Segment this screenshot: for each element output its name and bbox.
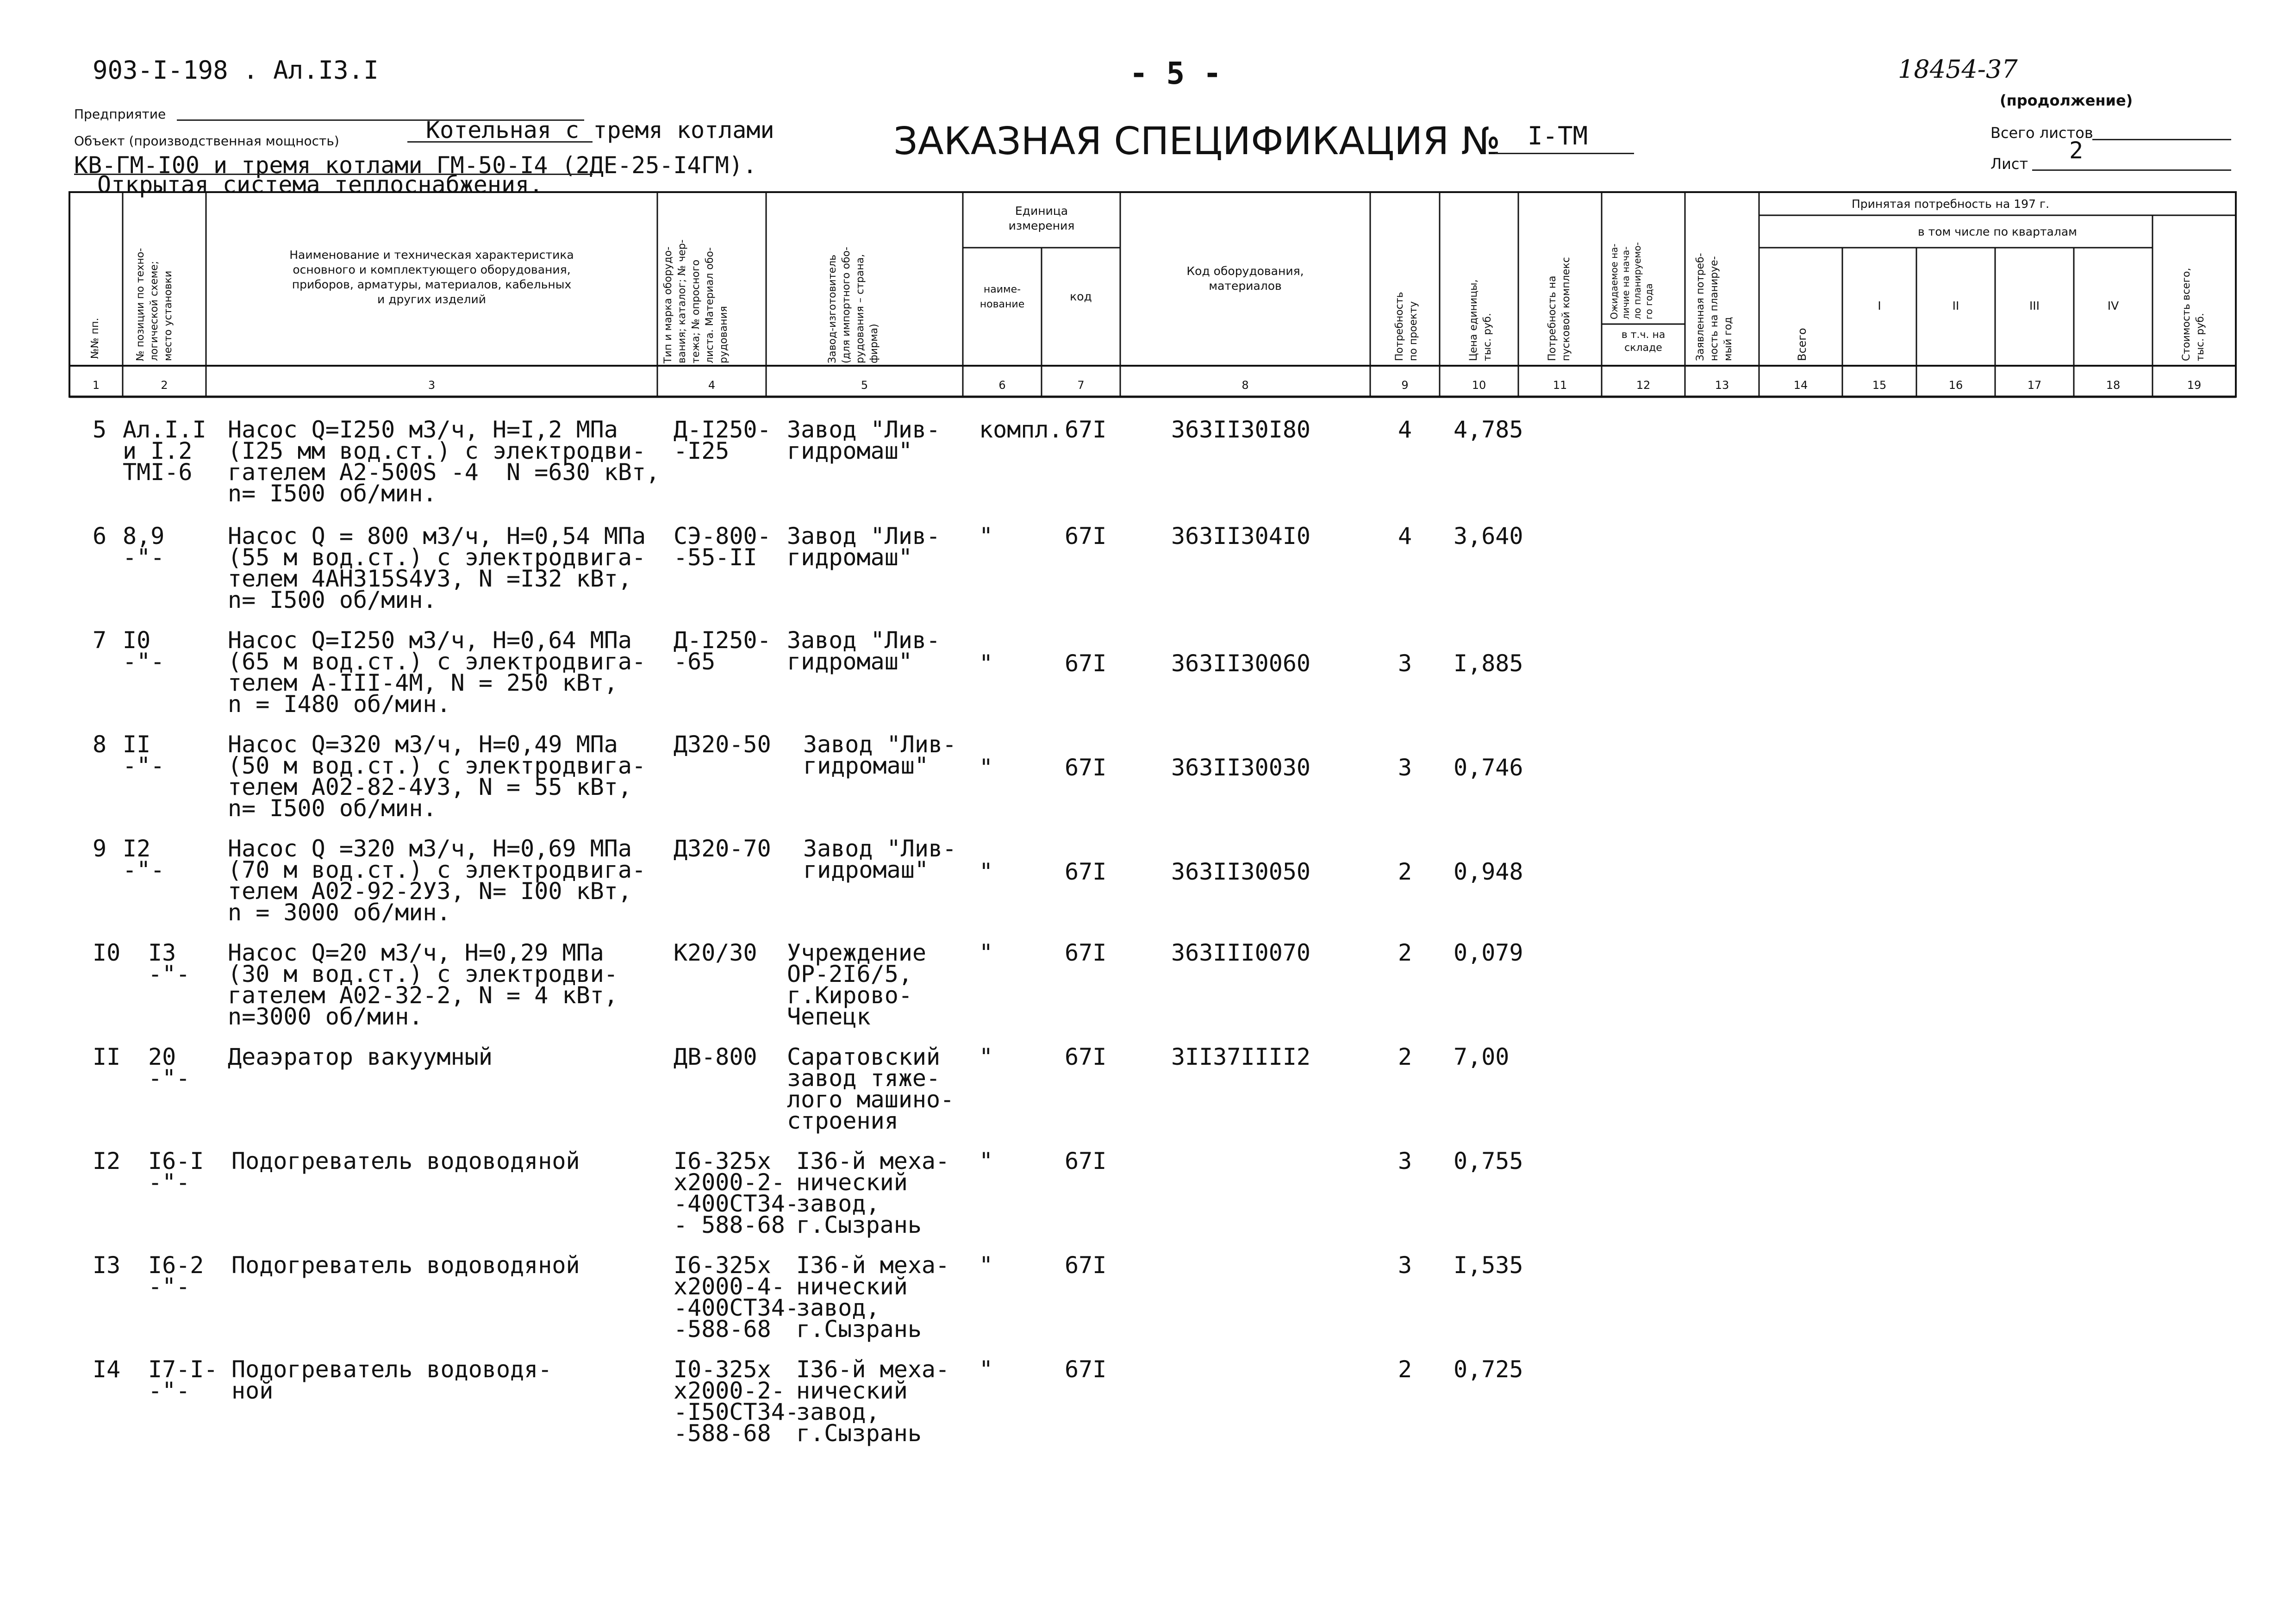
header-q4: IV bbox=[2107, 299, 2119, 312]
row-unit: " bbox=[979, 650, 993, 677]
row-position: I0 -"- bbox=[123, 627, 165, 675]
row-type: I6-325х х2000-4- -400СТ34- -588-68 bbox=[674, 1252, 799, 1343]
row-unit-code: 67I bbox=[1065, 416, 1107, 443]
row-manufacturer: Саратовский завод тяже- лого машино- строения bbox=[787, 1043, 955, 1134]
col-number: 6 bbox=[998, 379, 1006, 392]
header-accepted-group: Принятая потребность на 197 г. bbox=[1852, 197, 2050, 211]
row-position: I2 -"- bbox=[123, 835, 165, 883]
row-number: I3 bbox=[93, 1252, 121, 1279]
row-number: 8 bbox=[93, 731, 107, 758]
row-unit: " bbox=[979, 858, 993, 885]
document-code: 903-I-198 . Ал.I3.I bbox=[93, 56, 379, 85]
row-position: Ал.I.I и I.2 ТМI-6 bbox=[123, 416, 206, 486]
row-type: Д-I250- -65 bbox=[674, 627, 771, 675]
row-position: II -"- bbox=[123, 731, 165, 779]
header-col12c: ло планируемо- bbox=[1632, 242, 1643, 319]
row-price: 4,785 bbox=[1454, 416, 1523, 443]
header-quarters-group: в том числе по кварталам bbox=[1917, 225, 2078, 238]
row-unit-code: 67I bbox=[1065, 523, 1107, 550]
row-quantity: 4 bbox=[1398, 416, 1412, 443]
row-price: 0,948 bbox=[1454, 858, 1523, 885]
col-number: 1 bbox=[92, 379, 100, 392]
header-col3-line2: основного и комплектующего оборудования, bbox=[293, 263, 571, 276]
header-col5c: рудования – страна, bbox=[855, 254, 866, 363]
row-position: 20 -"- bbox=[148, 1043, 190, 1092]
col-number: 19 bbox=[2187, 379, 2202, 392]
header-col10b: тыс. руб. bbox=[1482, 313, 1493, 361]
header-col6-line2: нование bbox=[980, 299, 1025, 310]
row-equipment-code: 363II30060 bbox=[1171, 650, 1311, 677]
col-number: 2 bbox=[161, 379, 168, 392]
sheet-value: 2 bbox=[2069, 137, 2084, 164]
header-col2a: № позиции по техно- bbox=[135, 248, 146, 361]
row-name: Насос Q =320 м3/ч, Н=0,69 МПа (70 м вод.ст.) с электродвига- телем А02-92-2У3, N= I00 кВт, n = 3000 об/мин. bbox=[228, 835, 646, 926]
header-col12-sub-line2: складе bbox=[1624, 342, 1662, 354]
row-type: I0-325х х2000-2- -I50СТ34- -588-68 bbox=[674, 1356, 799, 1447]
row-manufacturer: Завод "Лив- гидромаш" bbox=[803, 835, 957, 883]
col-number: 4 bbox=[708, 379, 716, 392]
row-manufacturer: Учреждение ОР-2I6/5, г.Кирово- Чепецк bbox=[787, 939, 927, 1030]
header-unit-group bbox=[963, 204, 1120, 233]
row-quantity: 3 bbox=[1398, 650, 1412, 677]
row-name: Насос Q=I250 м3/ч, Н=I,2 МПа (I25 мм вод.ст.) с электродви- гателем А2-500S -4 N =630 кВт, n= I500 об/мин. bbox=[228, 416, 660, 507]
row-price: 0,079 bbox=[1454, 939, 1523, 966]
header-col4e: рудования bbox=[718, 306, 730, 363]
row-number: 6 bbox=[93, 523, 107, 550]
row-position: I6-2 -"- bbox=[148, 1252, 204, 1300]
row-manufacturer: I36-й меха- нический завод, г.Сызрань bbox=[796, 1252, 950, 1343]
row-equipment-code: 363II30030 bbox=[1171, 754, 1311, 781]
row-name: Насос Q=I250 м3/ч, Н=0,64 МПа (65 м вод.ст.) с электродвига- телем А-III-4М, N = 250 кВт, n = I480 об/мин. bbox=[228, 627, 646, 718]
row-number: I4 bbox=[93, 1356, 121, 1383]
enterprise-label: Предприятие bbox=[74, 106, 166, 122]
row-number: I2 bbox=[93, 1148, 121, 1174]
header-col5a: Завод-изготовитель bbox=[827, 254, 838, 363]
header-col12a: Ожидаемое на- bbox=[1609, 244, 1620, 319]
header-col1: №№ пп. bbox=[89, 318, 101, 359]
row-price: 7,00 bbox=[1454, 1043, 1510, 1070]
row-price: 3,640 bbox=[1454, 523, 1523, 550]
header-col7: код bbox=[1070, 290, 1092, 303]
col-number: 8 bbox=[1242, 379, 1249, 392]
row-name: Насос Q=320 м3/ч, Н=0,49 МПа (50 м вод.ст.) с электродвига- телем А02-82-4У3, N = 55 кВт, n= I500 об/мин. bbox=[228, 731, 646, 822]
row-equipment-code: 363II30050 bbox=[1171, 858, 1311, 885]
row-position: 8,9 -"- bbox=[123, 523, 165, 571]
header-col13b: ность на планируе- bbox=[1709, 256, 1720, 361]
row-unit: " bbox=[979, 1252, 993, 1279]
col-number: 11 bbox=[1553, 379, 1567, 392]
header-col5d: фирма) bbox=[868, 324, 880, 363]
col-number: 12 bbox=[1636, 379, 1651, 392]
header-col8 bbox=[1120, 264, 1370, 294]
row-name: Подогреватель водоводяной bbox=[231, 1252, 580, 1279]
header-col12d: го года bbox=[1643, 283, 1654, 319]
header-col4d: листа. Материал обо- bbox=[704, 247, 716, 363]
row-position: I6-I -"- bbox=[148, 1148, 204, 1196]
col-number: 7 bbox=[1077, 379, 1085, 392]
sheet-line bbox=[2032, 169, 2231, 171]
row-unit: " bbox=[979, 1148, 993, 1174]
row-unit-code: 67I bbox=[1065, 1043, 1107, 1070]
header-col8-line1: Код оборудования, bbox=[1186, 264, 1304, 278]
row-manufacturer: Завод "Лив- гидромаш" bbox=[803, 731, 957, 779]
header-col3-line3: приборов, арматуры, материалов, кабельных bbox=[292, 278, 572, 291]
row-unit-code: 67I bbox=[1065, 754, 1107, 781]
col-number: 15 bbox=[1872, 379, 1887, 392]
total-sheets-line bbox=[2092, 139, 2231, 140]
row-quantity: 2 bbox=[1398, 939, 1412, 966]
row-quantity: 4 bbox=[1398, 523, 1412, 550]
header-col11a: Потребность на bbox=[1547, 275, 1558, 361]
header-unit-group-line1: Единица bbox=[1015, 204, 1068, 218]
row-name: Подогреватель водоводяной bbox=[231, 1148, 580, 1174]
header-col3 bbox=[206, 248, 657, 307]
col-number: 10 bbox=[1472, 379, 1486, 392]
specification-number: I-ТМ bbox=[1528, 121, 1588, 150]
row-unit-code: 67I bbox=[1065, 939, 1107, 966]
col-number: 14 bbox=[1793, 379, 1808, 392]
row-unit-code: 67I bbox=[1065, 1356, 1107, 1383]
col-number: 16 bbox=[1948, 379, 1963, 392]
row-unit: " bbox=[979, 523, 993, 550]
col-number: 5 bbox=[861, 379, 868, 392]
col-number: 13 bbox=[1715, 379, 1729, 392]
row-unit-code: 67I bbox=[1065, 650, 1107, 677]
row-number: 5 bbox=[93, 416, 107, 443]
row-unit-code: 67I bbox=[1065, 1252, 1107, 1279]
row-number: I0 bbox=[93, 939, 121, 966]
sheet-label: Лист bbox=[1990, 155, 2028, 173]
col-number: 9 bbox=[1401, 379, 1409, 392]
header-col13a: Заявленная потреб- bbox=[1695, 253, 1706, 361]
header-col4c: тежа; № опросного bbox=[690, 259, 702, 363]
row-price: 0,725 bbox=[1454, 1356, 1523, 1383]
handwritten-number: 18454-37 bbox=[1898, 55, 2018, 84]
header-col6-line1: наиме- bbox=[983, 284, 1021, 295]
row-type: Д320-50 bbox=[674, 731, 771, 758]
header-col4a: Тип и марка оборудо- bbox=[662, 246, 674, 363]
header-q3: III bbox=[2029, 299, 2040, 312]
header-q1: I bbox=[1878, 299, 1881, 312]
row-position: I7-I- -"- bbox=[148, 1356, 218, 1404]
total-sheets-label: Всего листов bbox=[1990, 124, 2093, 142]
row-number: 7 bbox=[93, 627, 107, 654]
header-col2b: логической схеме; bbox=[149, 261, 160, 361]
object-underline1 bbox=[407, 141, 593, 143]
header-q2: II bbox=[1952, 299, 1959, 312]
header-col11b: пусковой комплекс bbox=[1560, 257, 1572, 361]
row-type: СЭ-800- -55-II bbox=[674, 523, 771, 571]
row-equipment-code: 363III0070 bbox=[1171, 939, 1311, 966]
row-equipment-code: 363II304I0 bbox=[1171, 523, 1311, 550]
row-price: I,885 bbox=[1454, 650, 1523, 677]
row-name: Насос Q=20 м3/ч, Н=0,29 МПа (30 м вод.ст.) с электродви- гателем А02-32-2, N = 4 кВт, n=3000 об/мин. bbox=[228, 939, 618, 1030]
header-col13c: мый год bbox=[1722, 317, 1734, 361]
row-quantity: 2 bbox=[1398, 858, 1412, 885]
object-description-line1: Котельная с тремя котлами bbox=[426, 117, 774, 144]
header-col10a: Цена единицы, bbox=[1468, 279, 1479, 361]
row-equipment-code: 3II37IIII2 bbox=[1171, 1043, 1311, 1070]
row-type: К20/30 bbox=[674, 939, 757, 966]
row-price: 0,755 bbox=[1454, 1148, 1523, 1174]
row-unit: компл. bbox=[979, 416, 1063, 443]
object-description-line2: КВ-ГМ-I00 и тремя котлами ГМ-50-I4 (2ДЕ-25-I4ГМ). bbox=[74, 152, 757, 179]
col-number: 17 bbox=[2027, 379, 2042, 392]
row-manufacturer: Завод "Лив- гидромаш" bbox=[787, 523, 941, 571]
row-type: Д-I250- -I25 bbox=[674, 416, 771, 464]
row-manufacturer: I36-й меха- нический завод, г.Сызрань bbox=[796, 1148, 950, 1238]
row-name: Подогреватель водоводя- ной bbox=[231, 1356, 552, 1404]
row-type: ДВ-800 bbox=[674, 1043, 757, 1070]
row-name: Деаэратор вакуумный bbox=[228, 1043, 493, 1070]
page-number: - 5 - bbox=[1129, 56, 1222, 91]
row-quantity: 3 bbox=[1398, 1148, 1412, 1174]
row-type: I6-325х х2000-2- -400СТ34- - 588-68 bbox=[674, 1148, 799, 1238]
header-col14: Всего bbox=[1796, 328, 1809, 361]
row-price: 0,746 bbox=[1454, 754, 1523, 781]
col-number: 3 bbox=[428, 379, 436, 392]
object-label: Объект (производственная мощность) bbox=[74, 133, 339, 149]
row-price: I,535 bbox=[1454, 1252, 1523, 1279]
row-quantity: 2 bbox=[1398, 1356, 1412, 1383]
header-col19b: тыс. руб. bbox=[2195, 313, 2206, 361]
header-col12b: личие на нача- bbox=[1620, 246, 1631, 319]
row-quantity: 3 bbox=[1398, 1252, 1412, 1279]
col-number: 18 bbox=[2106, 379, 2121, 392]
header-col12-sub bbox=[1602, 329, 1685, 355]
header-unit-group-line2: измерения bbox=[1008, 219, 1075, 232]
row-quantity: 3 bbox=[1398, 754, 1412, 781]
header-col9b: по проекту bbox=[1408, 301, 1419, 361]
continuation-label: (продолжение) bbox=[2000, 92, 2133, 109]
row-unit: " bbox=[979, 1356, 993, 1383]
row-manufacturer: I36-й меха- нический завод, г.Сызрань bbox=[796, 1356, 950, 1447]
header-col19a: Стоимость всего, bbox=[2181, 268, 2192, 361]
header-col3-line1: Наименование и техническая характеристика bbox=[289, 248, 574, 262]
row-unit-code: 67I bbox=[1065, 1148, 1107, 1174]
header-col8-line2: материалов bbox=[1209, 279, 1282, 293]
object-description-line3: Открытая система теплоснабжения. bbox=[97, 171, 543, 198]
row-equipment-code: 363II30I80 bbox=[1171, 416, 1311, 443]
row-position: I3 -"- bbox=[148, 939, 190, 987]
row-unit: " bbox=[979, 1043, 993, 1070]
header-col6 bbox=[963, 282, 1042, 312]
header-col3-line4: и других изделий bbox=[377, 293, 486, 306]
row-number: II bbox=[93, 1043, 121, 1070]
row-number: 9 bbox=[93, 835, 107, 862]
row-type: Д320-70 bbox=[674, 835, 771, 862]
row-unit-code: 67I bbox=[1065, 858, 1107, 885]
header-col4b: вания; каталог; № чер- bbox=[676, 239, 688, 363]
specification-title: ЗАКАЗНАЯ СПЕЦИФИКАЦИЯ № bbox=[893, 119, 1501, 163]
row-unit: " bbox=[979, 754, 993, 781]
row-quantity: 2 bbox=[1398, 1043, 1412, 1070]
row-unit: " bbox=[979, 939, 993, 966]
row-name: Насос Q = 800 м3/ч, Н=0,54 МПа (55 м вод.ст.) с электродвига- телем 4АН315S4У3, N =I32 кВт, n= I500 об/мин. bbox=[228, 523, 646, 613]
spec-number-line bbox=[1495, 153, 1634, 154]
header-col2c: место установки bbox=[162, 270, 174, 361]
header-col9a: Потребность bbox=[1394, 292, 1405, 361]
row-manufacturer: Завод "Лив- гидромаш" bbox=[787, 627, 941, 675]
row-manufacturer: Завод "Лив- гидромаш" bbox=[787, 416, 941, 464]
header-col12-sub-line1: в т.ч. на bbox=[1621, 329, 1666, 341]
header-col5b: (для импортного обо- bbox=[841, 247, 852, 363]
